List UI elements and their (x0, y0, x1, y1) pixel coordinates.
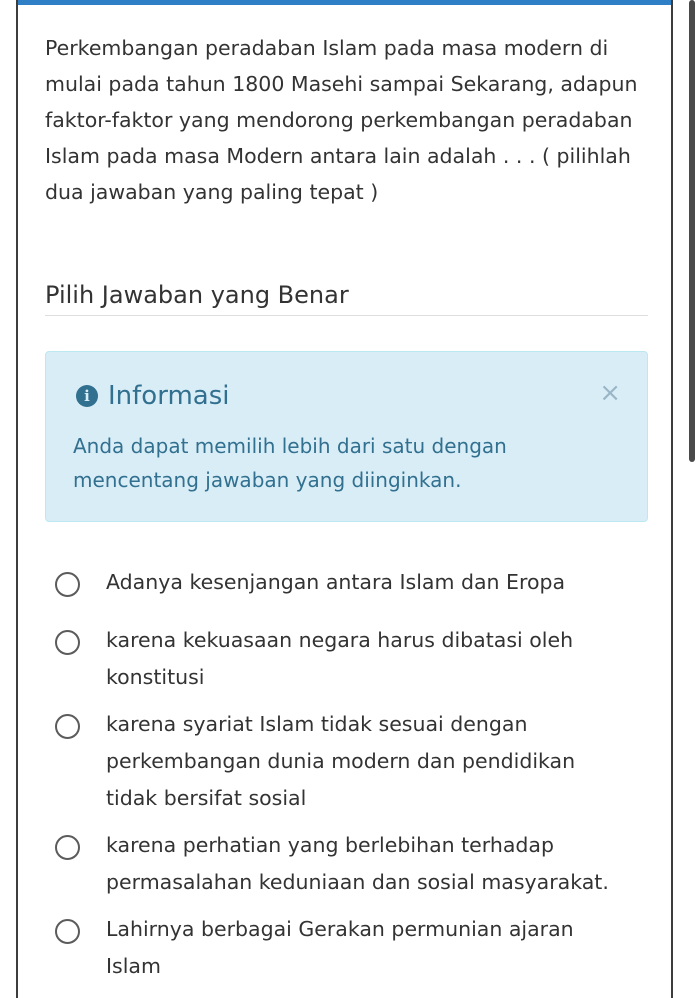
answer-option[interactable] (55, 827, 645, 901)
answer-option[interactable] (55, 911, 645, 985)
option-checkbox[interactable] (55, 572, 80, 597)
option-label: karena syariat Islam tidak sesuai dengan perkembangan dunia modern dan pendidikan tidak bersifat sosial (106, 712, 576, 810)
info-circle-icon: i (76, 385, 98, 407)
option-label: karena kekuasaan negara harus dibatasi oleh konstitusi (106, 628, 574, 689)
answer-option[interactable] (55, 564, 645, 601)
option-checkbox[interactable] (55, 919, 80, 944)
info-alert-title: Informasi (108, 381, 230, 411)
answer-option[interactable] (55, 706, 645, 817)
question-card (16, 0, 673, 998)
option-label: Lahirnya berbagai Gerakan permunian ajaran Islam (106, 917, 574, 978)
option-checkbox[interactable] (55, 630, 80, 655)
option-label: Adanya kesenjangan antara Islam dan Eropa (106, 570, 566, 594)
info-alert-header (76, 379, 229, 413)
option-label: karena perhatian yang berlebihan terhadap permasalahan keduniaan dan sosial masyarakat. (106, 833, 609, 894)
page-scrollbar[interactable] (689, 0, 695, 462)
info-alert (45, 351, 648, 522)
option-checkbox[interactable] (55, 835, 80, 860)
answer-section-title: Pilih Jawaban yang Benar (45, 281, 349, 309)
answer-option[interactable] (55, 622, 645, 696)
question-text: Perkembangan peradaban Islam pada masa modern di mulai pada tahun 1800 Masehi sampai Sekarang, adapun faktor-faktor yang mendorong perkembangan peradaban Islam pada masa Modern antara lain adalah . . . ( pilihlah dua jawaban yang paling tepat ) (45, 36, 638, 204)
option-checkbox[interactable] (55, 714, 80, 739)
section-divider (45, 315, 648, 316)
info-alert-text: Anda dapat memilih lebih dari satu dengan mencentang jawaban yang diinginkan. (73, 434, 507, 492)
close-icon[interactable]: × (599, 378, 621, 408)
card-top-accent-bar (18, 0, 671, 5)
